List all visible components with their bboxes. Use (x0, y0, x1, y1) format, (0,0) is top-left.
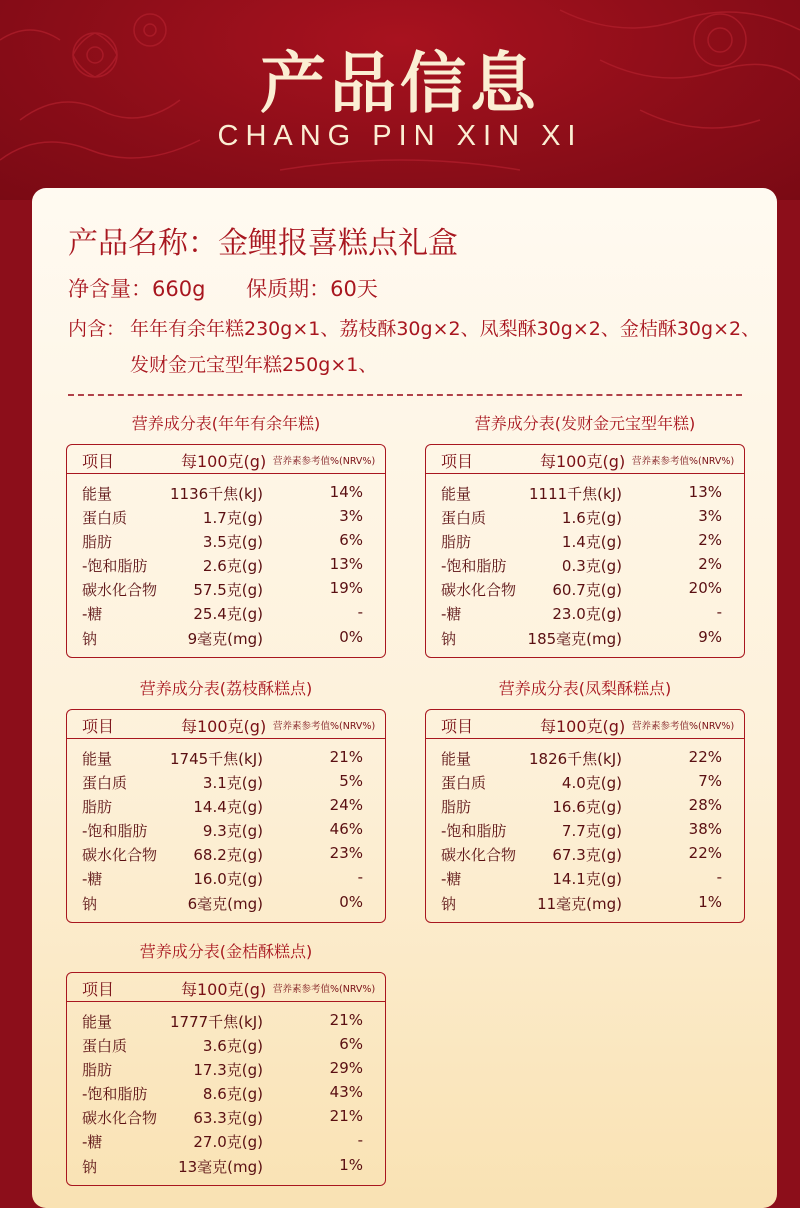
nutrient-name: 钠 (82, 629, 98, 648)
nutrition-table-box (425, 709, 745, 923)
nutrient-name: 能量 (441, 750, 472, 768)
nutrition-table-box (425, 444, 745, 658)
nutrient-nrv: - (357, 1131, 363, 1150)
nutrient-name: 碳水化合物 (441, 846, 517, 865)
nutrition-table (66, 677, 386, 923)
nutrition-table-box (66, 444, 386, 658)
nutrient-name: 蛋白质 (82, 1037, 128, 1056)
nutrient-value: 1136千焦(kJ) (170, 485, 263, 503)
nutrient-nrv: 22% (688, 844, 722, 863)
nutrient-value: 3.5克(g) (202, 533, 263, 552)
nutrient-name: 能量 (82, 750, 113, 768)
page-subtitle: CHANG PIN XIN XI (217, 120, 583, 152)
nutrient-name: -糖 (82, 1133, 103, 1152)
nutrient-value: 4.0克(g) (561, 774, 622, 793)
nutrient-value: 1111千焦(kJ) (529, 485, 622, 503)
nutrient-nrv: - (357, 868, 363, 887)
nutrient-name: 碳水化合物 (82, 581, 158, 600)
table-header (426, 710, 744, 739)
nutrition-table (66, 412, 386, 658)
nutrient-name: 脂肪 (441, 533, 472, 552)
table-row (67, 626, 385, 650)
nutrient-nrv: 9% (698, 627, 722, 646)
nutrient-value: 1826千焦(kJ) (529, 750, 622, 768)
header-item: 项目 (82, 717, 115, 736)
nutrient-nrv: 1% (698, 892, 722, 911)
table-row (426, 505, 744, 529)
header-per100: 每100克(g) (540, 717, 626, 736)
nutrient-nrv: 1% (339, 1155, 363, 1174)
nutrient-name: 钠 (441, 629, 457, 648)
nutrition-table-title: 营养成分表(年年有余年糕) (131, 414, 321, 433)
table-row (67, 794, 385, 818)
nutrient-value: 3.1克(g) (202, 774, 263, 793)
nutrient-name: 脂肪 (82, 533, 113, 552)
header-nrv: 营养素参考值%(NRV%) (273, 984, 376, 995)
header-item: 项目 (441, 452, 474, 471)
nutrient-value: 8.6克(g) (202, 1085, 263, 1104)
nutrient-nrv: 13% (329, 555, 363, 574)
nutrient-name: 碳水化合物 (82, 846, 158, 865)
table-row (67, 505, 385, 529)
nutrient-value: 185毫克(mg) (527, 629, 622, 648)
table-row (67, 1033, 385, 1057)
table-row (426, 891, 744, 915)
header-per100: 每100克(g) (181, 980, 267, 999)
nutrient-value: 1745千焦(kJ) (170, 750, 263, 768)
header-per100: 每100克(g) (181, 717, 267, 736)
nutrient-name: 能量 (82, 485, 113, 503)
nutrient-name: -糖 (441, 605, 462, 624)
table-row (426, 866, 744, 890)
contents-label: 内含： (68, 318, 126, 340)
table-row (67, 529, 385, 553)
nutrient-value: 0.3克(g) (561, 557, 622, 576)
nutrition-table-title: 营养成分表(凤梨酥糕点) (498, 679, 672, 698)
nutrition-table-box (66, 972, 386, 1186)
nutrition-table (66, 940, 386, 1186)
nutrient-name: -饱和脂肪 (82, 1085, 148, 1104)
nutrient-nrv: 46% (329, 820, 363, 839)
table-row (67, 1057, 385, 1081)
nutrient-nrv: 3% (698, 507, 722, 526)
table-row (67, 1154, 385, 1178)
nutrient-value: 63.3克(g) (193, 1109, 263, 1128)
table-row (67, 842, 385, 866)
nutrition-table-title: 营养成分表(荔枝酥糕点) (139, 679, 313, 698)
table-header (67, 445, 385, 474)
nutrient-nrv: 3% (339, 507, 363, 526)
nutrient-value: 3.6克(g) (202, 1037, 263, 1056)
nutrient-nrv: 5% (339, 772, 363, 791)
nutrient-value: 27.0克(g) (193, 1133, 263, 1152)
nutrient-name: 蛋白质 (82, 509, 128, 528)
nutrient-name: 蛋白质 (82, 774, 128, 793)
dashed-divider (68, 394, 742, 396)
nutrient-value: 9毫克(mg) (187, 629, 263, 648)
contents-line: 发财金元宝型年糕250g×1、 (130, 354, 378, 376)
product-specs (68, 273, 412, 303)
nutrient-nrv: 22% (688, 748, 722, 766)
nutrient-nrv: 13% (688, 483, 722, 501)
header-item: 项目 (82, 980, 115, 999)
nutrition-table-title: 营养成分表(发财金元宝型年糕) (474, 414, 696, 433)
table-row (67, 1009, 385, 1033)
nutrient-nrv: 24% (329, 796, 363, 815)
table-row (426, 626, 744, 650)
table-row (67, 601, 385, 625)
nutrient-nrv: 29% (329, 1059, 363, 1078)
nutrient-value: 16.0克(g) (193, 870, 263, 889)
nutrient-nrv: 0% (339, 892, 363, 911)
nutrient-name: 蛋白质 (441, 774, 487, 793)
nutrition-table (425, 412, 745, 658)
nutrient-value: 16.6克(g) (552, 798, 622, 817)
header-nrv: 营养素参考值%(NRV%) (632, 721, 735, 732)
nutrient-nrv: 43% (329, 1083, 363, 1102)
table-row (426, 842, 744, 866)
nutrient-name: -饱和脂肪 (82, 822, 148, 841)
nutrient-nrv: 21% (329, 748, 363, 766)
nutrient-nrv: - (357, 603, 363, 622)
nutrient-nrv: 0% (339, 627, 363, 646)
table-row (67, 1129, 385, 1153)
nutrient-name: 钠 (82, 894, 98, 913)
net-content: 净含量：660g (68, 277, 206, 301)
nutrient-name: 脂肪 (441, 798, 472, 817)
nutrient-nrv: 2% (698, 555, 722, 574)
nutrient-name: -糖 (82, 870, 103, 889)
table-row (67, 553, 385, 577)
table-row (67, 1081, 385, 1105)
table-row (426, 601, 744, 625)
nutrient-value: 2.6克(g) (202, 557, 263, 576)
nutrient-name: -饱和脂肪 (441, 822, 507, 841)
nutrient-name: 脂肪 (82, 1061, 113, 1080)
header-item: 项目 (441, 717, 474, 736)
nutrient-value: 60.7克(g) (552, 581, 622, 600)
table-row (67, 577, 385, 601)
nutrient-name: 脂肪 (82, 798, 113, 817)
nutrient-nrv: 28% (688, 796, 722, 815)
table-row (426, 481, 744, 505)
nutrient-name: 蛋白质 (441, 509, 487, 528)
product-info-card (32, 188, 777, 1208)
nutrient-name: 碳水化合物 (82, 1109, 158, 1128)
header-nrv: 营养素参考值%(NRV%) (273, 456, 376, 467)
nutrient-name: -糖 (441, 870, 462, 889)
nutrient-nrv: 21% (329, 1011, 363, 1029)
table-row (67, 1105, 385, 1129)
nutrient-nrv: 20% (688, 579, 722, 598)
table-row (426, 746, 744, 770)
nutrient-value: 6毫克(mg) (187, 894, 263, 913)
nutrient-value: 67.3克(g) (552, 846, 622, 865)
nutrient-name: 钠 (82, 1157, 98, 1176)
nutrient-nrv: 7% (698, 772, 722, 791)
nutrient-value: 14.4克(g) (193, 798, 263, 817)
table-row (426, 577, 744, 601)
header-banner (0, 0, 800, 200)
nutrient-value: 68.2克(g) (193, 846, 263, 865)
nutrient-name: 能量 (82, 1013, 113, 1031)
nutrition-table-box (66, 709, 386, 923)
nutrient-value: 25.4克(g) (193, 605, 263, 624)
nutrient-name: -饱和脂肪 (441, 557, 507, 576)
nutrient-name: 碳水化合物 (441, 581, 517, 600)
nutrient-nrv: 6% (339, 1035, 363, 1054)
nutrient-value: 1.6克(g) (561, 509, 622, 528)
page-title: 产品信息 (260, 44, 540, 122)
header-nrv: 营养素参考值%(NRV%) (273, 721, 376, 732)
table-header (67, 710, 385, 739)
nutrition-table (425, 677, 745, 923)
nutrient-value: 1777千焦(kJ) (170, 1013, 263, 1031)
table-row (426, 529, 744, 553)
nutrient-value: 17.3克(g) (193, 1061, 263, 1080)
header-item: 项目 (82, 452, 115, 471)
nutrient-nrv: 2% (698, 531, 722, 550)
table-row (67, 866, 385, 890)
shelf-life: 保质期：60天 (246, 277, 378, 301)
nutrient-nrv: 23% (329, 844, 363, 863)
nutrient-value: 1.4克(g) (561, 533, 622, 552)
table-header (67, 973, 385, 1002)
nutrient-nrv: 21% (329, 1107, 363, 1126)
nutrient-nrv: 6% (339, 531, 363, 550)
nutrient-value: 13毫克(mg) (178, 1157, 263, 1176)
nutrient-name: 钠 (441, 894, 457, 913)
nutrient-value: 11毫克(mg) (537, 894, 622, 913)
nutrition-table-title: 营养成分表(金桔酥糕点) (139, 942, 313, 961)
table-row (426, 818, 744, 842)
nutrient-nrv: - (716, 868, 722, 887)
header-per100: 每100克(g) (181, 452, 267, 471)
nutrient-nrv: - (716, 603, 722, 622)
table-row (67, 770, 385, 794)
nutrient-value: 7.7克(g) (561, 822, 622, 841)
nutrient-name: 能量 (441, 485, 472, 503)
table-row (67, 818, 385, 842)
table-row (426, 770, 744, 794)
table-header (426, 445, 744, 474)
nutrient-name: -饱和脂肪 (82, 557, 148, 576)
table-row (426, 794, 744, 818)
table-row (426, 553, 744, 577)
nutrient-value: 23.0克(g) (552, 605, 622, 624)
table-row (67, 891, 385, 915)
nutrient-value: 1.7克(g) (202, 509, 263, 528)
product-name: 产品名称：金鲤报喜糕点礼盒 (68, 226, 458, 261)
table-row (67, 481, 385, 505)
nutrient-name: -糖 (82, 605, 103, 624)
nutrient-nrv: 19% (329, 579, 363, 598)
contents-line: 年年有余年糕230g×1、荔枝酥30g×2、凤梨酥30g×2、金桔酥30g×2、 (130, 318, 761, 340)
header-per100: 每100克(g) (540, 452, 626, 471)
table-row (67, 746, 385, 770)
nutrient-value: 14.1克(g) (552, 870, 622, 889)
nutrient-value: 9.3克(g) (202, 822, 263, 841)
nutrient-nrv: 14% (329, 483, 363, 501)
nutrient-value: 57.5克(g) (193, 581, 263, 600)
header-nrv: 营养素参考值%(NRV%) (632, 456, 735, 467)
nutrient-nrv: 38% (688, 820, 722, 839)
